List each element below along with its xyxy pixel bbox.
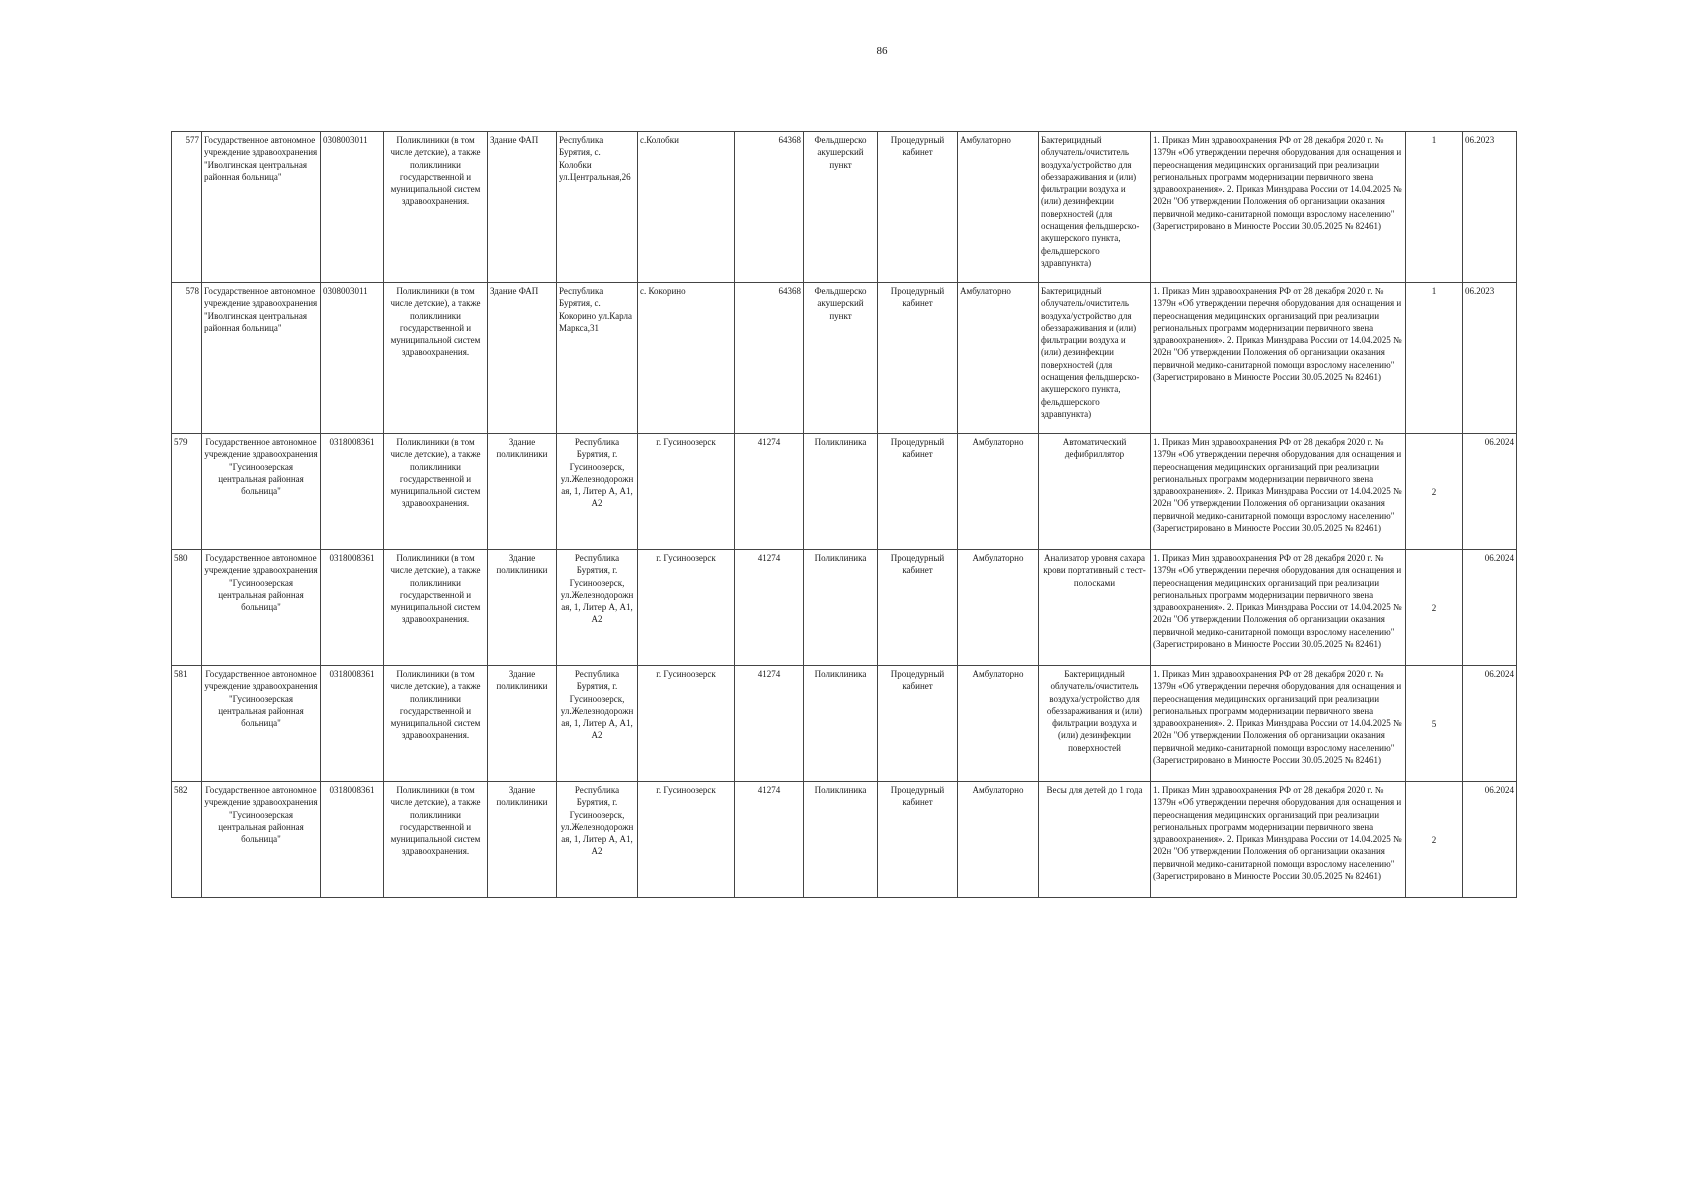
date: 06.2023 [1463,132,1517,283]
quantity: 2 [1406,782,1463,898]
building: Здание поликлиники [488,434,557,550]
building: Здание ФАП [488,283,557,434]
locality: с.Колобки [638,132,735,283]
organization-code: 0318008361 [321,550,384,666]
date: 06.2024 [1463,782,1517,898]
room: Процедурный кабинет [878,434,958,550]
date: 06.2024 [1463,550,1517,666]
table-row [172,666,1517,782]
organization-code: 0308003011 [321,132,384,283]
organization-name: Государственное автономное учреждение здравоохранения "Иволгинская центральная районная больница" [202,283,321,434]
organization-code: 0318008361 [321,782,384,898]
table-row [172,782,1517,898]
table-row [172,132,1517,283]
locality: г. Гусиноозерск [638,666,735,782]
address: Республика Бурятия, г. Гусиноозерск, ул.Железнодорожная, 1, Литер А, А1, А2 [557,434,638,550]
organization-name: Государственное автономное учреждение здравоохранения "Гусиноозерская центральная районная больница" [202,666,321,782]
care-condition: Амбулаторно [958,132,1039,283]
address: Республика Бурятия, г. Гусиноозерск, ул.Железнодорожная, 1, Литер А, А1, А2 [557,666,638,782]
table-row [172,283,1517,434]
table-row [172,550,1517,666]
quantity: 5 [1406,666,1463,782]
facility-type: Поликлиники (в том числе детские), а также поликлиники государственной и муниципальной систем здравоохранения. [384,782,488,898]
row-number: 579 [172,434,202,550]
equipment-name: Автоматический дефибриллятор [1039,434,1151,550]
building: Здание поликлиники [488,666,557,782]
unit: Поликлиника [804,434,878,550]
facility-type: Поликлиники (в том числе детские), а также поликлиники государственной и муниципальной систем здравоохранения. [384,283,488,434]
row-number: 578 [172,283,202,434]
locality: г. Гусиноозерск [638,434,735,550]
quantity: 2 [1406,550,1463,666]
organization-name: Государственное автономное учреждение здравоохранения "Иволгинская центральная районная больница" [202,132,321,283]
address: Республика Бурятия, г. Гусиноозерск, ул.Железнодорожная, 1, Литер А, А1, А2 [557,782,638,898]
organization-name: Государственное автономное учреждение здравоохранения "Гусиноозерская центральная районная больница" [202,550,321,666]
date: 06.2024 [1463,434,1517,550]
oktmo-code: 41274 [735,434,804,550]
quantity: 1 [1406,283,1463,434]
care-condition: Амбулаторно [958,666,1039,782]
room: Процедурный кабинет [878,782,958,898]
row-number: 581 [172,666,202,782]
date: 06.2023 [1463,283,1517,434]
room: Процедурный кабинет [878,550,958,666]
legal-basis: 1. Приказ Мин здравоохранения РФ от 28 декабря 2020 г. № 1379н «Об утверждении перечня оборудования для оснащения и переоснащения медицинских организаций при реализации региональных программ модернизации первичного звена здравоохранения». 2. Приказ Минздрава России от 14.04.2025 № 202н "Об утверждении Положения об организации оказания первичной медико-санитарной помощи взрослому населению" (Зарегистрировано в Минюсте России 30.05.2025 № 82461) [1151,666,1406,782]
care-condition: Амбулаторно [958,782,1039,898]
address: Республика Бурятия, с. Кокорино ул.Карла Маркса,31 [557,283,638,434]
legal-basis: 1. Приказ Мин здравоохранения РФ от 28 декабря 2020 г. № 1379н «Об утверждении перечня оборудования для оснащения и переоснащения медицинских организаций при реализации региональных программ модернизации первичного звена здравоохранения». 2. Приказ Минздрава России от 14.04.2025 № 202н "Об утверждении Положения об организации оказания первичной медико-санитарной помощи взрослому населению" (Зарегистрировано в Минюсте России 30.05.2025 № 82461) [1151,283,1406,434]
facility-type: Поликлиники (в том числе детские), а также поликлиники государственной и муниципальной систем здравоохранения. [384,132,488,283]
legal-basis: 1. Приказ Мин здравоохранения РФ от 28 декабря 2020 г. № 1379н «Об утверждении перечня оборудования для оснащения и переоснащения медицинских организаций при реализации региональных программ модернизации первичного звена здравоохранения». 2. Приказ Минздрава России от 14.04.2025 № 202н "Об утверждении Положения об организации оказания первичной медико-санитарной помощи взрослому населению" (Зарегистрировано в Минюсте России 30.05.2025 № 82461) [1151,132,1406,283]
unit: Фельдшерско акушерский пункт [804,283,878,434]
address: Республика Бурятия, г. Гусиноозерск, ул.Железнодорожная, 1, Литер А, А1, А2 [557,550,638,666]
page-number: 86 [876,45,888,57]
date: 06.2024 [1463,666,1517,782]
row-number: 580 [172,550,202,666]
organization-code: 0318008361 [321,666,384,782]
address: Республика Бурятия, с. Колобки ул.Центральная,26 [557,132,638,283]
equipment-register-table [171,131,1517,898]
building: Здание ФАП [488,132,557,283]
unit: Поликлиника [804,782,878,898]
oktmo-code: 41274 [735,550,804,666]
care-condition: Амбулаторно [958,283,1039,434]
row-number: 582 [172,782,202,898]
quantity: 1 [1406,132,1463,283]
unit: Фельдшерско акушерский пункт [804,132,878,283]
equipment-name: Бактерицидный облучатель/очиститель воздуха/устройство для обеззараживания и (или) фильтрации воздуха и (или) дезинфекции поверхностей (для оснащения фельдшерско-акушерского пункта, фельдшерского здравпункта) [1039,132,1151,283]
building: Здание поликлиники [488,782,557,898]
oktmo-code: 64368 [735,283,804,434]
locality: г. Гусиноозерск [638,782,735,898]
equipment-name: Весы для детей до 1 года [1039,782,1151,898]
quantity: 2 [1406,434,1463,550]
organization-code: 0308003011 [321,283,384,434]
equipment-name: Бактерицидный облучатель/очиститель воздуха/устройство для обеззараживания и (или) фильтрации воздуха и (или) дезинфекции поверхностей [1039,666,1151,782]
care-condition: Амбулаторно [958,434,1039,550]
legal-basis: 1. Приказ Мин здравоохранения РФ от 28 декабря 2020 г. № 1379н «Об утверждении перечня оборудования для оснащения и переоснащения медицинских организаций при реализации региональных программ модернизации первичного звена здравоохранения». 2. Приказ Минздрава России от 14.04.2025 № 202н "Об утверждении Положения об организации оказания первичной медико-санитарной помощи взрослому населению" (Зарегистрировано в Минюсте России 30.05.2025 № 82461) [1151,550,1406,666]
facility-type: Поликлиники (в том числе детские), а также поликлиники государственной и муниципальной систем здравоохранения. [384,666,488,782]
oktmo-code: 41274 [735,666,804,782]
organization-name: Государственное автономное учреждение здравоохранения "Гусиноозерская центральная районная больница" [202,434,321,550]
unit: Поликлиника [804,666,878,782]
facility-type: Поликлиники (в том числе детские), а также поликлиники государственной и муниципальной систем здравоохранения. [384,434,488,550]
locality: г. Гусиноозерск [638,550,735,666]
facility-type: Поликлиники (в том числе детские), а также поликлиники государственной и муниципальной систем здравоохранения. [384,550,488,666]
locality: с. Кокорино [638,283,735,434]
legal-basis: 1. Приказ Мин здравоохранения РФ от 28 декабря 2020 г. № 1379н «Об утверждении перечня оборудования для оснащения и переоснащения медицинских организаций при реализации региональных программ модернизации первичного звена здравоохранения». 2. Приказ Минздрава России от 14.04.2025 № 202н "Об утверждении Положения об организации оказания первичной медико-санитарной помощи взрослому населению" (Зарегистрировано в Минюсте России 30.05.2025 № 82461) [1151,434,1406,550]
equipment-name: Бактерицидный облучатель/очиститель воздуха/устройство для обеззараживания и (или) фильтрации воздуха и (или) дезинфекции поверхностей (для оснащения фельдшерско-акушерского пункта, фельдшерского здравпункта) [1039,283,1151,434]
building: Здание поликлиники [488,550,557,666]
care-condition: Амбулаторно [958,550,1039,666]
equipment-name: Анализатор уровня сахара крови портативный с тест-полосками [1039,550,1151,666]
table-row [172,434,1517,550]
legal-basis: 1. Приказ Мин здравоохранения РФ от 28 декабря 2020 г. № 1379н «Об утверждении перечня оборудования для оснащения и переоснащения медицинских организаций при реализации региональных программ модернизации первичного звена здравоохранения». 2. Приказ Минздрава России от 14.04.2025 № 202н "Об утверждении Положения об организации оказания первичной медико-санитарной помощи взрослому населению" (Зарегистрировано в Минюсте России 30.05.2025 № 82461) [1151,782,1406,898]
row-number: 577 [172,132,202,283]
room: Процедурный кабинет [878,283,958,434]
room: Процедурный кабинет [878,666,958,782]
room: Процедурный кабинет [878,132,958,283]
organization-code: 0318008361 [321,434,384,550]
oktmo-code: 64368 [735,132,804,283]
organization-name: Государственное автономное учреждение здравоохранения "Гусиноозерская центральная районная больница" [202,782,321,898]
oktmo-code: 41274 [735,782,804,898]
unit: Поликлиника [804,550,878,666]
